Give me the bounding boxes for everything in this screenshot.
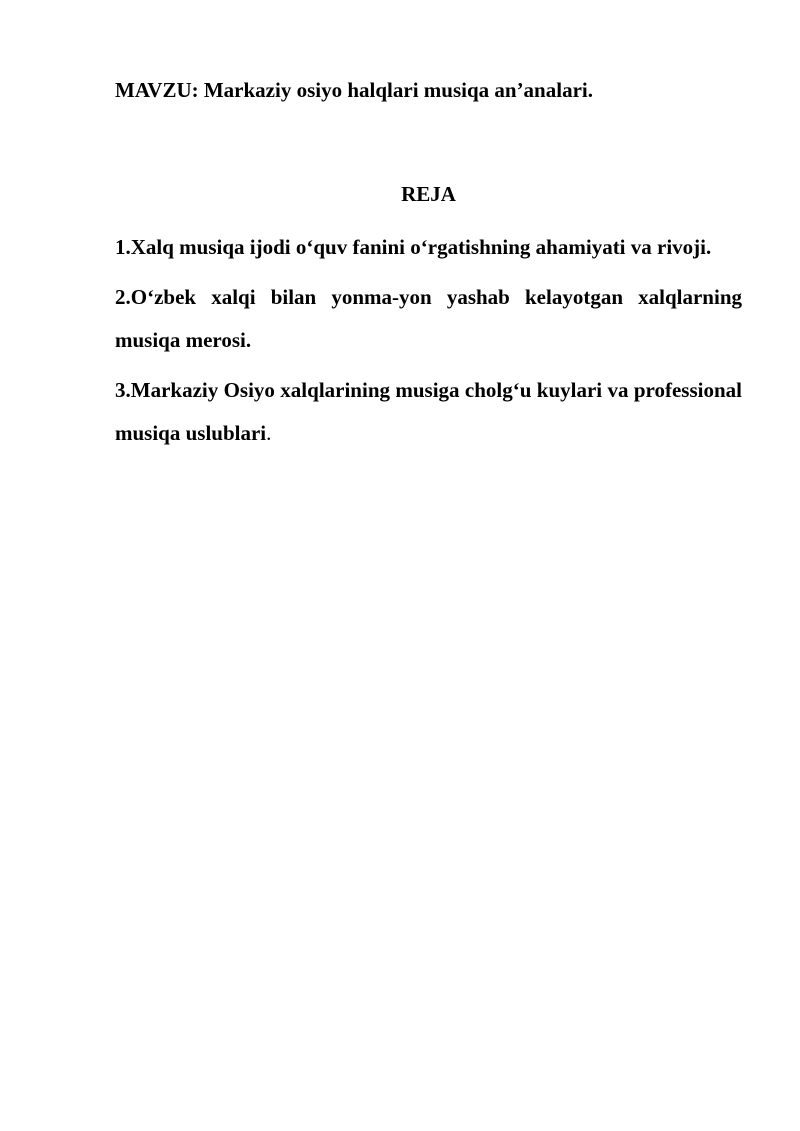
plan-item-1 — [115, 226, 742, 269]
plan-item-2 — [115, 276, 742, 362]
document-body — [115, 74, 742, 455]
plan-item-text: 2.O‘zbek xalqi bilan yonma-yon yashab kelayotgan xalqlarning musiqa merosi. — [115, 285, 742, 352]
topic-title: MAVZU: Markaziy osiyo halqlari musiqa an’analari. — [115, 78, 593, 102]
plan-item-text: 1.Xalq musiqa ijodi o‘quv fanini o‘rgatishning ahamiyati va rivoji. — [115, 235, 712, 259]
plan-item-3 — [115, 369, 742, 455]
plan-item-text: 3.Markaziy Osiyo xalqlarining musiga cholg‘u kuylari va professional musiqa uslublari — [115, 378, 742, 445]
plan-item-trail: . — [266, 421, 272, 445]
plan-heading: REJA — [401, 182, 456, 206]
